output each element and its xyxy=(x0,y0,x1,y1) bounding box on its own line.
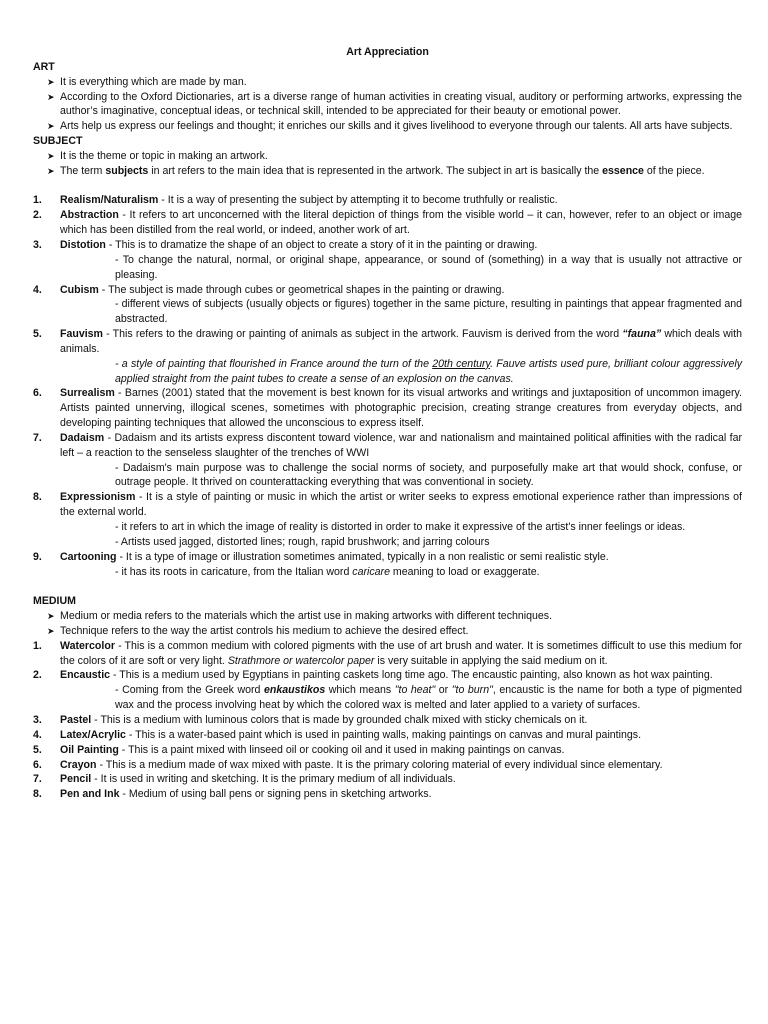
medium-item-crayon xyxy=(33,758,742,773)
item-term: Cubism xyxy=(60,283,99,296)
item-text: - Dadaism and its artists express discontent toward violence, war and nationalism and maintained political affinities with the radical far left – a reaction to the senseless slaughter of the trenches of WWI xyxy=(60,431,742,459)
bullet-text: Medium or media refers to the materials which the artist use in making artworks with different techniques. xyxy=(60,610,553,623)
item-number: 2. xyxy=(33,669,42,682)
bold-term: essence xyxy=(602,164,644,177)
subject-item-distotion xyxy=(33,238,742,253)
arrow-bullet-icon: ➤ xyxy=(47,76,55,87)
item-text: which deals with animals. xyxy=(60,328,742,355)
subject-item-surrealism xyxy=(33,386,742,431)
item-term: Surrealism xyxy=(60,387,115,400)
item-number: 8. xyxy=(33,491,42,504)
section-heading-subject: SUBJECT xyxy=(33,135,83,148)
item-term: Realism/Naturalism xyxy=(60,194,159,207)
item-number: 8. xyxy=(33,788,42,801)
item-term: Oil Painting xyxy=(60,743,119,756)
bullet-text: It is everything which are made by man. xyxy=(60,75,247,88)
item-text: - It is a style of painting or music in which the artist or writer seeks to express emotional experience rather than impressions of the external world. xyxy=(60,491,742,519)
subject-item-fauvism xyxy=(33,327,742,357)
item-text: is very suitable in applying the said medium on it. xyxy=(374,654,608,667)
item-number: 2. xyxy=(33,209,42,222)
italic-quote: "to heat" xyxy=(394,684,436,697)
medium-item-pen-and-ink xyxy=(33,787,742,802)
subnote-text: or xyxy=(435,684,452,697)
item-number: 7. xyxy=(33,431,42,444)
subject-bullet xyxy=(33,149,742,164)
arrow-bullet-icon: ➤ xyxy=(47,611,55,622)
item-term: Crayon xyxy=(60,758,97,771)
item-text: - It is a way of presenting the subject by attempting it to become truthfully or realistic. xyxy=(158,194,558,207)
subnote-text: . Fauve artists used pure, brilliant colour aggressively applied straight from the paint tubes to create a sense of an explosion on the canvas. xyxy=(115,357,742,385)
item-text: - This is a medium used by Egyptians in painting caskets long time ago. The encaustic painting, also known as hot wax painting. xyxy=(110,669,713,682)
item-text: - It refers to art unconcerned with the literal depiction of things from the visible world – it can, however, refer to an object or image which has been distilled from the real world, or indeed, another work of art. xyxy=(60,209,742,237)
medium-bullet xyxy=(33,624,742,639)
medium-item-pastel xyxy=(33,713,742,728)
subnote-text: meaning to load or exaggerate. xyxy=(389,565,540,578)
item-subnote: - Dadaism's main purpose was to challenge the social norms of society, and purposefully make art that would shock, confuse, or outrage people. It thrived on counterattacking everything that was conventional in society. xyxy=(115,461,742,489)
medium-item-oil-painting xyxy=(33,743,742,758)
item-subnote: - different views of subjects (usually objects or figures) together in the same picture, resulting in paintings that appear fragmented and abstracted. xyxy=(115,298,742,326)
medium-item-encaustic xyxy=(33,668,742,683)
medium-bullet xyxy=(33,609,742,624)
subject-item-cartooning xyxy=(33,550,742,565)
bullet-text: of the piece. xyxy=(643,164,705,177)
item-number: 4. xyxy=(33,283,42,296)
item-number: 3. xyxy=(33,238,42,251)
underlined-link-text: 20th century xyxy=(432,357,491,370)
italic-quote: "to burn" xyxy=(451,684,493,697)
item-number: 5. xyxy=(33,328,42,341)
item-number: 7. xyxy=(33,773,42,786)
item-subnote xyxy=(33,683,742,713)
item-subnote: - Artists used jagged, distorted lines; rough, rapid brushwork; and jarring colours xyxy=(115,535,490,548)
medium-item-watercolor xyxy=(33,639,742,669)
quoted-word: “fauna” xyxy=(622,328,662,341)
item-subnote: - it refers to art in which the image of reality is distorted in order to make it expressive of the artist's inner feelings or ideas. xyxy=(115,521,686,533)
bullet-text: It is the theme or topic in making an artwork. xyxy=(60,149,268,162)
subnote-text: - a style of painting that flourished in France around the turn of the xyxy=(115,357,433,370)
subnote-text: - it has its roots in caricature, from the Italian word xyxy=(115,565,353,578)
bullet-text: According to the Oxford Dictionaries, art is a diverse range of human activities in creating visual, auditory or performing artworks, expressing the author’s imaginative, conceptual ideas, or technical skill, intended to be appreciated for their beauty or emotional power. xyxy=(60,90,742,118)
item-text: - Medium of using ball pens or signing pens in sketching artworks. xyxy=(119,788,432,801)
subnote-text: , encaustic is the name for both a type of pigmented wax and the process involving heat by which the colored wax is melted and later applied to a variety of surfaces. xyxy=(115,684,743,712)
item-text: - Barnes (2001) stated that the movement is best known for its visual artworks and writings and juxtaposition of uncommon imagery. Artists painted unnerving, illogical scenes, sometimes with photographic precision, creating strange creatures from everyday objects, and developing painting techniques that allowed the unconscious to express itself. xyxy=(60,387,742,430)
item-number: 1. xyxy=(33,639,42,652)
bullet-text: The term xyxy=(60,164,106,177)
item-term: Abstraction xyxy=(60,209,119,222)
bullet-text: in art refers to the main idea that is represented in the artwork. The subject in art is basically the xyxy=(148,164,603,177)
item-term: Fauvism xyxy=(60,328,103,341)
item-term: Expressionism xyxy=(60,491,136,504)
item-text: - It is a type of image or illustration sometimes animated, typically in a non realistic or semi realistic style. xyxy=(116,550,609,563)
item-term: Dadaism xyxy=(60,431,105,444)
art-bullet xyxy=(33,119,742,134)
item-text: - This is a medium with luminous colors that is made by grounded chalk mixed with sticky chemicals on it. xyxy=(91,713,588,726)
arrow-bullet-icon: ➤ xyxy=(47,121,55,132)
arrow-bullet-icon: ➤ xyxy=(47,91,55,102)
item-text: - This is a medium made of wax mixed with paste. It is the primary coloring material of every individual since elementary. xyxy=(96,758,663,771)
item-term: Cartooning xyxy=(60,550,117,563)
page-title: Art Appreciation xyxy=(346,46,429,58)
section-heading-art: ART xyxy=(33,60,55,73)
bullet-text: Arts help us express our feelings and thought; it enriches our skills and it gives livelihood to everyone through our talents. All arts have subjects. xyxy=(60,120,733,133)
subject-item-dadaism xyxy=(33,431,742,461)
item-text: - The subject is made through cubes or geometrical shapes in the painting or drawing. xyxy=(98,283,505,296)
item-number: 5. xyxy=(33,743,42,756)
item-text: - It is used in writing and sketching. It is the primary medium of all individuals. xyxy=(91,773,456,786)
item-term: Watercolor xyxy=(60,639,115,652)
item-term: Pen and Ink xyxy=(60,788,120,801)
item-term: Pencil xyxy=(60,773,92,786)
italic-phrase: Strathmore or watercolor paper xyxy=(227,654,375,667)
subject-item-abstraction xyxy=(33,208,742,238)
subject-item-cubism xyxy=(33,283,742,298)
item-number: 4. xyxy=(33,728,42,741)
item-subnote: - To change the natural, normal, or original shape, appearance, or sound of (something) in a way that is usually not attractive or pleasing. xyxy=(115,253,742,281)
item-subnote xyxy=(33,565,742,580)
arrow-bullet-icon: ➤ xyxy=(47,625,55,636)
item-number: 9. xyxy=(33,550,42,563)
item-subnote xyxy=(33,357,742,387)
bold-term: subjects xyxy=(105,164,149,177)
item-text: - This is a common medium with colored pigments with the use of art brush and water. It is sometimes difficult to use this medium for the colors of it are soft or very light. xyxy=(60,639,742,667)
item-text: - This is a water-based paint which is used in painting walls, making paintings on canvas and mural paintings. xyxy=(125,728,642,741)
medium-item-latex-acrylic xyxy=(33,728,742,743)
item-number: 3. xyxy=(33,713,42,726)
italic-word: enkaustikos xyxy=(263,684,326,697)
subnote-text: which means xyxy=(325,684,395,697)
subject-item-expressionism xyxy=(33,490,742,520)
section-heading-medium: MEDIUM xyxy=(33,595,76,608)
item-term: Latex/Acrylic xyxy=(60,728,126,741)
item-number: 6. xyxy=(33,387,42,400)
item-text: - This is a paint mixed with linseed oil or cooking oil and it used in making paintings on canvas. xyxy=(118,743,565,756)
item-term: Distotion xyxy=(60,238,106,251)
item-number: 1. xyxy=(33,194,42,207)
medium-item-pencil xyxy=(33,772,742,787)
subject-item-realism xyxy=(33,193,742,208)
arrow-bullet-icon: ➤ xyxy=(47,150,55,161)
art-bullet xyxy=(33,75,742,90)
arrow-bullet-icon: ➤ xyxy=(47,165,55,176)
item-text: - This is to dramatize the shape of an object to create a story of it in the painting or drawing. xyxy=(105,238,538,251)
item-number: 6. xyxy=(33,758,42,771)
item-term: Pastel xyxy=(60,713,92,726)
art-bullet xyxy=(33,90,742,120)
item-text: - This refers to the drawing or painting of animals as subject in the artwork. Fauvism is derived from the word xyxy=(102,328,623,341)
subject-bullet xyxy=(33,164,742,179)
bullet-text: Technique refers to the way the artist controls his medium to achieve the desired effect. xyxy=(60,624,469,637)
item-term: Encaustic xyxy=(60,669,111,682)
subnote-text: - Coming from the Greek word xyxy=(115,684,264,697)
italic-word: caricare xyxy=(352,565,390,578)
